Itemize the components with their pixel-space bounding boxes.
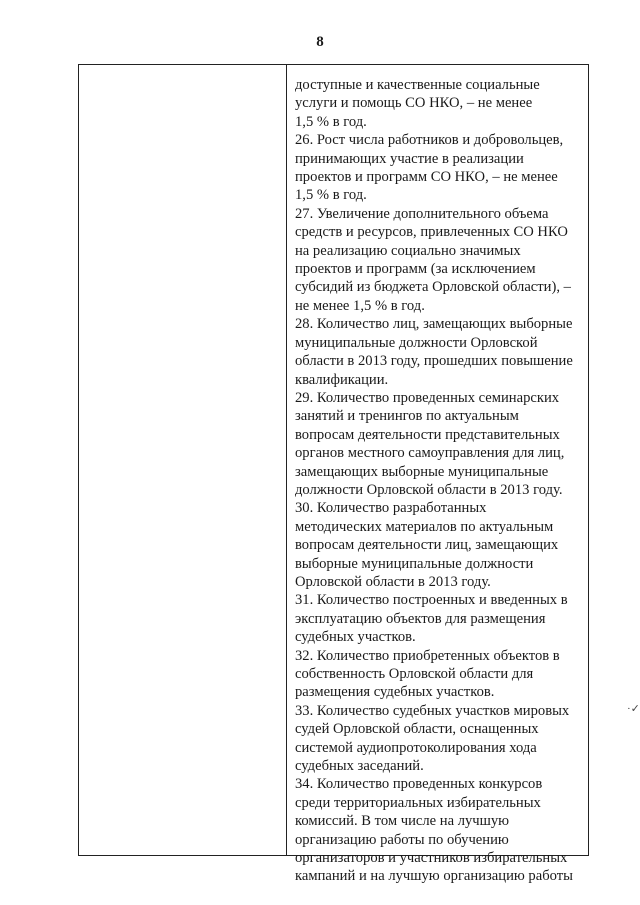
text-line: размещения судебных участков.	[295, 684, 495, 701]
document-table	[78, 64, 589, 885]
text-line: эксплуатацию объектов для размещения	[295, 610, 546, 627]
text-line: кампаний и на лучшую организацию работы	[295, 868, 573, 885]
text-line: Орловской области в 2013 году.	[295, 573, 491, 590]
text-line: квалификации.	[295, 371, 389, 388]
text-line: организаторов и участников избирательных	[295, 850, 568, 867]
text-line: выборные муниципальные должности	[295, 555, 534, 572]
text-line: проектов и программ СО НКО, – не менее	[295, 169, 558, 186]
text-line: услуги и помощь СО НКО, – не менее	[295, 95, 533, 112]
text-line: 28. Количество лиц, замещающих выборные	[295, 316, 573, 333]
text-line: вопросам деятельности представительных	[295, 426, 560, 443]
text-line: 1,5 % в год.	[295, 113, 367, 130]
margin-mark: ·✓	[627, 703, 640, 715]
text-line: методических материалов по актуальным	[295, 518, 554, 535]
text-line: организацию работы по обучению	[295, 831, 509, 848]
text-line: доступные и качественные социальные	[295, 77, 540, 93]
text-line: на реализацию социально значимых	[295, 242, 521, 259]
text-line: области в 2013 году, прошедших повышение	[295, 353, 573, 370]
text-line: 29. Количество проведенных семинарских	[295, 389, 560, 406]
table-right-cell	[287, 65, 588, 885]
text-line: субсидий из бюджета Орловской области), –	[295, 279, 571, 296]
text-line: 32. Количество приобретенных объектов в	[295, 647, 560, 664]
text-line: 30. Количество разработанных	[295, 500, 487, 517]
text-line: принимающих участие в реализации	[295, 150, 524, 167]
text-line: судей Орловской области, оснащенных	[295, 721, 539, 738]
table-left-cell	[79, 65, 287, 855]
text-line: замещающих выборные муниципальные	[295, 463, 549, 480]
text-line: 26. Рост числа работников и добровольцев,	[295, 132, 564, 149]
text-line: муниципальные должности Орловской	[295, 334, 538, 351]
text-line: судебных участков.	[295, 629, 416, 646]
text-line: собственность Орловской области для	[295, 666, 534, 682]
text-line: среди территориальных избирательных	[295, 794, 541, 811]
text-line: органов местного самоуправления для лиц,	[295, 445, 565, 462]
text-line: 27. Увеличение дополнительного объема	[295, 205, 549, 222]
text-line: судебных заседаний.	[295, 758, 424, 775]
text-line: занятий и тренингов по актуальным	[295, 408, 519, 425]
text-line: проектов и программ (за исключением	[295, 261, 536, 278]
text-line: 31. Количество построенных и введенных в	[295, 592, 568, 609]
text-line: системой аудиопротоколирования хода	[295, 739, 537, 756]
text-line: не менее 1,5 % в год.	[295, 297, 425, 314]
page-number: 8	[316, 34, 324, 50]
text-line: 1,5 % в год.	[295, 187, 367, 204]
text-line: 33. Количество судебных участков мировых	[295, 702, 570, 719]
text-line: комиссий. В том числе на лучшую	[295, 813, 510, 830]
text-line: 34. Количество проведенных конкурсов	[295, 776, 543, 793]
text-line: вопросам деятельности лиц, замещающих	[295, 537, 559, 554]
text-line: средств и ресурсов, привлеченных СО НКО	[295, 224, 568, 241]
text-line: должности Орловской области в 2013 году.	[295, 481, 563, 498]
